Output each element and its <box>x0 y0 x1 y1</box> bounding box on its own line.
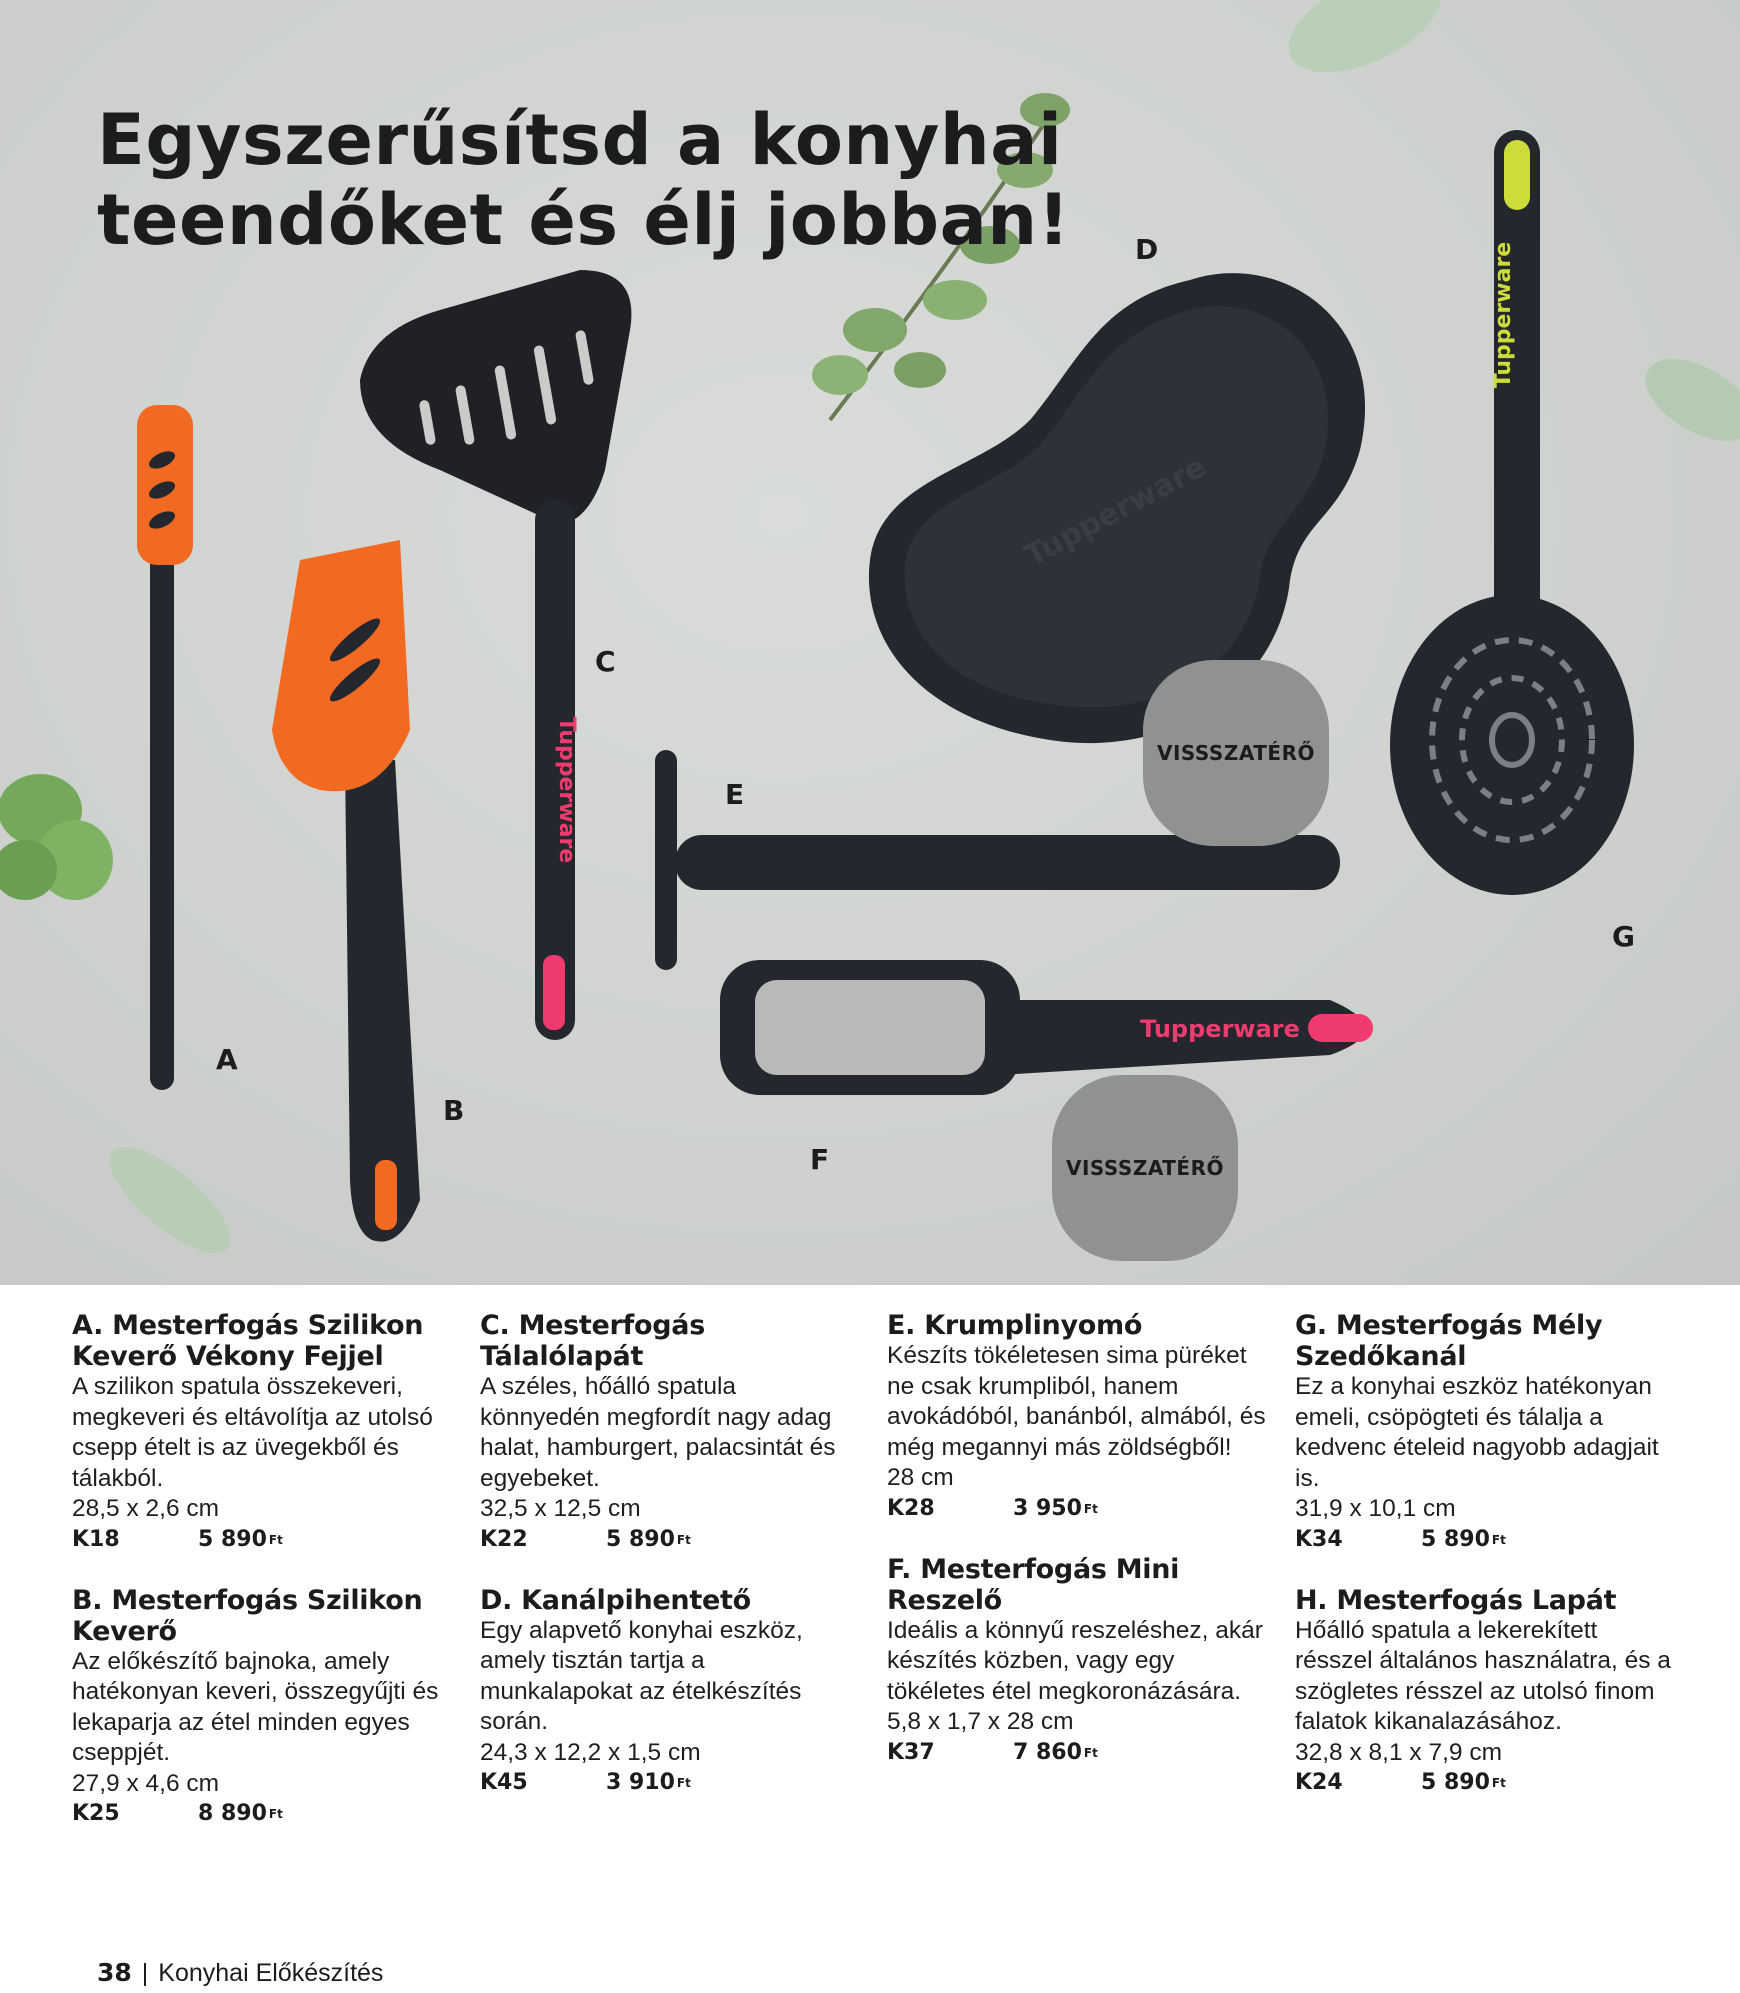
product-c <box>480 1310 860 1555</box>
page-footer <box>97 1958 383 1988</box>
product-code: K25 <box>72 1801 120 1826</box>
product-a <box>72 1310 452 1555</box>
product-column-2 <box>480 1310 860 1798</box>
product-size: 32,5 x 12,5 cm <box>480 1495 641 1522</box>
brand-text-grater: Tupperware <box>1140 1015 1300 1043</box>
brand-text-skimmer: Tupperware <box>1491 241 1516 389</box>
product-code: K24 <box>1295 1770 1343 1795</box>
headline-line-1: Egyszerűsítsd a konyhai <box>97 99 1063 181</box>
product-title: A. Mesterfogás Szilikon Keverő Vékony Fejjel <box>72 1310 424 1372</box>
product-letter-c: C <box>595 645 616 678</box>
product-title: G. Mesterfogás Mély Szedőkanál <box>1295 1310 1603 1372</box>
returning-badge: VISSSZATÉRŐ <box>1052 1075 1238 1261</box>
product-title: B. Mesterfogás Szilikon Keverő <box>72 1584 423 1647</box>
product-description: Az előkészítő bajnoka, amely hatékonyan keveri, összegyűjti és lekaparja az étel minden egyes cseppjét. <box>72 1647 439 1766</box>
page-number: 38 <box>97 1958 132 1987</box>
returning-badge: VISSSZATÉRŐ <box>1143 660 1329 846</box>
product-price: 5 890 <box>1421 1770 1490 1795</box>
product-column-3 <box>887 1310 1267 1768</box>
product-description: Ez a konyhai eszköz hatékonyan emeli, csöpögteti és tálalja a kedvenc ételeid nagyobb adagjait is. <box>1295 1373 1659 1492</box>
brand-text-spoon-rest: Tupperware <box>1019 449 1212 574</box>
price-line <box>72 1799 452 1829</box>
product-title: C. Mesterfogás Tálalólapát <box>480 1310 705 1372</box>
product-size: 28,5 x 2,6 cm <box>72 1495 220 1522</box>
section-title: Konyhai Előkészítés <box>158 1959 384 1987</box>
product-size: 24,3 x 12,2 x 1,5 cm <box>480 1738 701 1766</box>
product-description: Egy alapvető konyhai eszköz, amely tisztán tartja a munkalapokat az ételkészítés során. <box>480 1616 803 1735</box>
product-description: A szilikon spatula összekeveri, megkeveri és eltávolítja az utolsó csepp ételt is az üvegekből és tálakból. <box>72 1373 433 1492</box>
currency-label: Ft <box>1491 1532 1506 1547</box>
product-letter-d: D <box>1135 233 1159 266</box>
price-line <box>887 1494 1267 1524</box>
product-title: F. Mesterfogás Mini Reszelő <box>887 1553 1180 1616</box>
product-code: K18 <box>72 1526 120 1552</box>
product-letter-e: E <box>725 778 745 811</box>
product-column-4 <box>1295 1310 1675 1798</box>
product-size: 31,9 x 10,1 cm <box>1295 1495 1456 1522</box>
currency-label: Ft <box>1083 1501 1098 1516</box>
product-price: 5 890 <box>1421 1526 1490 1552</box>
product-description: A széles, hőálló spatula könnyedén megfordít nagy adag halat, hamburgert, palacsintát és egyebeket. <box>480 1373 836 1492</box>
product-price: 8 890 <box>198 1801 267 1826</box>
product-title: H. Mesterfogás Lapát <box>1295 1584 1617 1616</box>
currency-label: Ft <box>676 1532 691 1547</box>
product-e <box>887 1310 1267 1524</box>
price-line <box>1295 1525 1675 1555</box>
product-price: 5 890 <box>198 1526 267 1552</box>
product-price: 3 950 <box>1013 1495 1082 1521</box>
product-description: Készíts tökéletesen sima püréket ne csak krumpliból, hanem avokádóból, banánból, almából, és még megannyi más zöldségből! <box>887 1342 1266 1461</box>
currency-label: Ft <box>676 1776 691 1790</box>
product-letter-f: F <box>810 1143 830 1176</box>
currency-label: Ft <box>1491 1776 1506 1790</box>
product-code: K22 <box>480 1526 528 1552</box>
spatula-illustration <box>272 540 420 1242</box>
product-price: 3 910 <box>606 1770 675 1795</box>
product-price: 5 890 <box>606 1526 675 1552</box>
product-description: Ideális a könnyű reszeléshez, akár készítés közben, vagy egy tökéletes étel megkoronázására. <box>887 1616 1263 1705</box>
product-title: D. Kanálpihentető <box>480 1584 751 1616</box>
price-line <box>887 1738 1267 1768</box>
thin-spatula-illustration <box>137 405 193 1090</box>
product-code: K28 <box>887 1495 935 1521</box>
product-letter-a: A <box>216 1043 238 1076</box>
product-title: E. Krumplinyomó <box>887 1310 1143 1341</box>
product-code: K37 <box>887 1739 935 1765</box>
product-h <box>1295 1585 1675 1799</box>
headline-line-2: teendőket és élj jobban! <box>97 179 1071 261</box>
product-d <box>480 1585 860 1799</box>
price-line <box>480 1525 860 1555</box>
footer-separator: | <box>141 1959 149 1987</box>
product-letter-g: G <box>1612 920 1635 953</box>
brand-text-turner: Tupperware <box>554 716 579 864</box>
product-size: 32,8 x 8,1 x 7,9 cm <box>1295 1738 1502 1766</box>
price-line <box>1295 1768 1675 1798</box>
price-line <box>72 1525 452 1555</box>
product-code: K45 <box>480 1770 528 1795</box>
product-column-1 <box>72 1310 452 1829</box>
product-size: 28 cm <box>887 1464 954 1491</box>
product-size: 27,9 x 4,6 cm <box>72 1769 220 1797</box>
product-g <box>1295 1310 1675 1555</box>
currency-label: Ft <box>268 1532 283 1547</box>
product-code: K34 <box>1295 1526 1343 1552</box>
product-size: 5,8 x 1,7 x 28 cm <box>887 1708 1074 1735</box>
product-description: Hőálló spatula a lekerekített résszel általános használatra, és a szögletes résszel az utolsó finom falatok kikanalazásához. <box>1295 1616 1671 1735</box>
product-f <box>887 1554 1267 1768</box>
headline <box>97 100 1070 260</box>
price-line <box>480 1768 860 1798</box>
product-b <box>72 1585 452 1830</box>
currency-label: Ft <box>1083 1745 1098 1760</box>
currency-label: Ft <box>268 1807 283 1821</box>
product-letter-b: B <box>443 1094 465 1127</box>
product-price: 7 860 <box>1013 1739 1082 1765</box>
